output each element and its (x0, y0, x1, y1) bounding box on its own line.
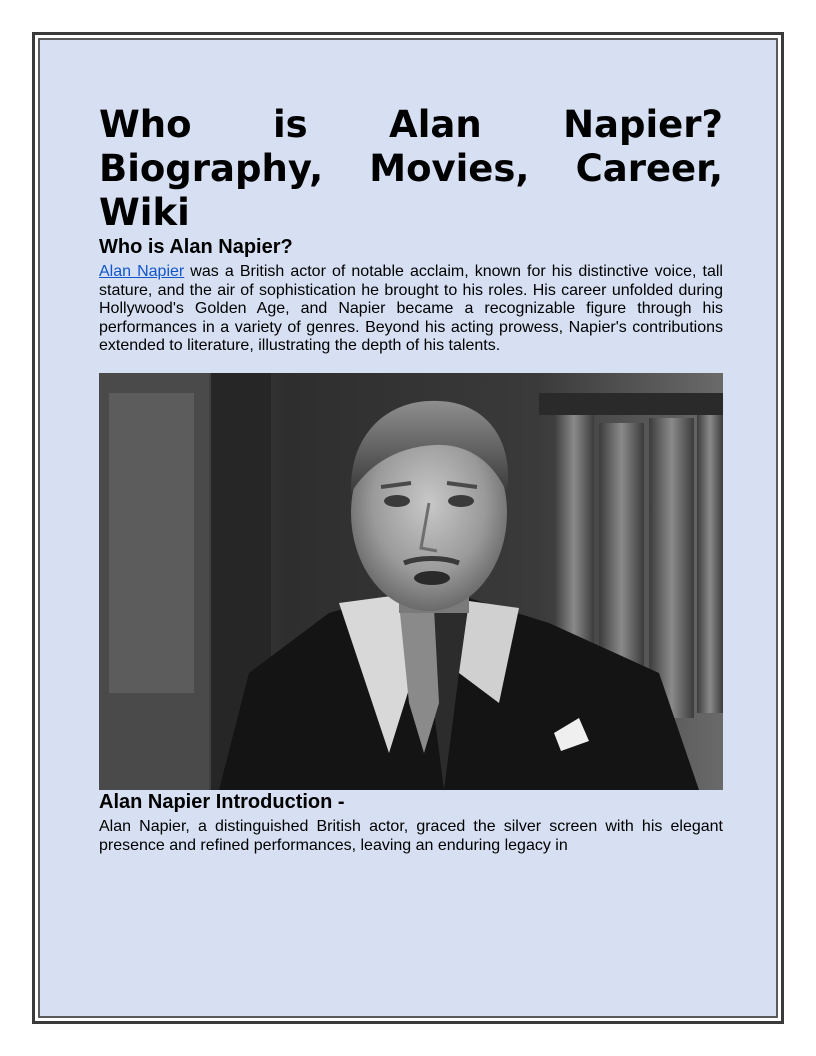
section-heading-introduction: Alan Napier Introduction - (99, 790, 345, 813)
portrait-photo (99, 373, 723, 790)
page-frame (32, 32, 784, 1024)
page-panel (38, 38, 778, 1018)
section-body-introduction: Alan Napier, a distinguished British actor, graced the silver screen with his elegant presence and refined performances, leaving an enduring legacy in (99, 817, 723, 854)
section-heading-who-is: Who is Alan Napier? (99, 236, 293, 258)
document-title: Who is Alan Napier? Biography, Movies, Career, Wiki (99, 103, 723, 234)
document-content (99, 103, 723, 855)
alan-napier-link[interactable]: Alan Napier (99, 263, 185, 280)
section-body-who-is-text: was a British actor of notable acclaim, known for his distinctive voice, tall stature, and the air of sophistication he brought to his roles. His career unfolded during Hollywood's Golden Age, and Napier became a recognizable figure through his performances in a variety of genres. Beyond his acting prowess, Napier's contributions extended to literature, illustrating the depth of his talents. (99, 263, 723, 355)
section-body-who-is (99, 263, 723, 356)
